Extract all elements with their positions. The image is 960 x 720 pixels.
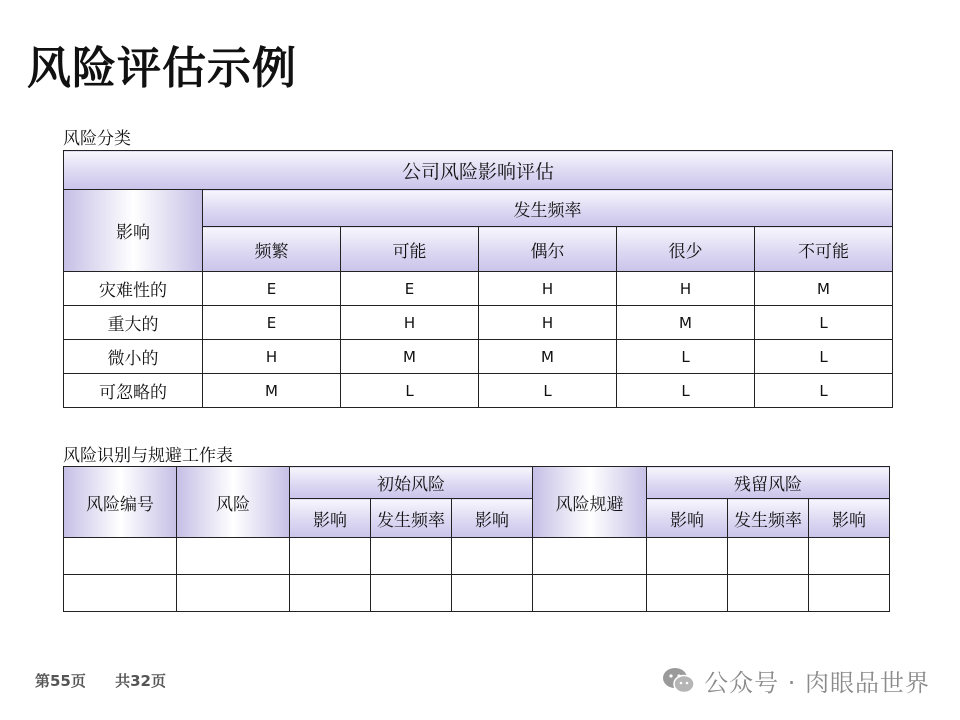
table-row [64,575,890,612]
empty-cell [64,538,177,575]
risk-id-header: 风险编号 [64,467,177,538]
risk-worksheet-table [63,466,890,612]
empty-cell [647,538,728,575]
risk-section-label: 风险识别与规避工作表 [63,446,233,466]
frequency-header: 发生频率 [203,190,893,227]
risk-header: 风险 [177,467,290,538]
rating-cell: M [203,374,341,408]
empty-cell [728,538,809,575]
rating-cell: L [479,374,617,408]
rating-cell: L [755,340,893,374]
empty-cell [290,575,371,612]
empty-cell [177,575,290,612]
rating-cell: H [341,306,479,340]
wechat-icon [662,667,696,695]
empty-cell [452,538,533,575]
empty-cell [809,575,890,612]
page-footer [35,670,190,691]
empty-cell [533,538,647,575]
rating-cell: E [203,306,341,340]
watermark [662,663,930,698]
table-row [64,306,893,340]
residual-impact-header: 影响 [647,499,728,538]
impact-level-cell: 可忽略的 [64,374,203,408]
rating-cell: L [755,374,893,408]
empty-cell [728,575,809,612]
initial-impact2-header: 影响 [452,499,533,538]
rating-cell: L [755,306,893,340]
page-number: 第55页 [35,672,86,690]
frequency-col-header: 偶尔 [479,227,617,272]
empty-cell [64,575,177,612]
page-total: 共32页 [115,672,166,690]
avoidance-header: 风险规避 [533,467,647,538]
rating-cell: L [617,340,755,374]
rating-cell: L [341,374,479,408]
residual-impact2-header: 影响 [809,499,890,538]
initial-impact-header: 影响 [290,499,371,538]
empty-cell [452,575,533,612]
table-row [64,374,893,408]
watermark-text: 公众号 · 肉眼品世界 [704,669,930,697]
impact-level-cell: 重大的 [64,306,203,340]
frequency-col-header: 很少 [617,227,755,272]
empty-cell [371,538,452,575]
page-title: 风险评估示例 [27,43,297,94]
initial-risk-header: 初始风险 [290,467,533,499]
frequency-col-header: 可能 [341,227,479,272]
empty-cell [177,538,290,575]
impact-table-title: 公司风险影响评估 [64,151,893,190]
frequency-col-header: 频繁 [203,227,341,272]
frequency-col-header: 不可能 [755,227,893,272]
rating-cell: L [617,374,755,408]
impact-assessment-table [63,150,893,408]
rating-cell: H [617,272,755,306]
rating-cell: M [341,340,479,374]
rating-cell: H [479,272,617,306]
initial-frequency-header: 发生频率 [371,499,452,538]
empty-cell [371,575,452,612]
table-row [64,538,890,575]
residual-frequency-header: 发生频率 [728,499,809,538]
empty-cell [290,538,371,575]
rating-cell: M [755,272,893,306]
rating-cell: M [617,306,755,340]
empty-cell [809,538,890,575]
table-row [64,340,893,374]
impact-level-cell: 灾难性的 [64,272,203,306]
empty-cell [647,575,728,612]
table-row [64,272,893,306]
rating-cell: H [479,306,617,340]
residual-risk-header: 残留风险 [647,467,890,499]
rating-cell: H [203,340,341,374]
impact-section-label: 风险分类 [63,129,131,149]
empty-cell [533,575,647,612]
impact-level-cell: 微小的 [64,340,203,374]
impact-header: 影响 [64,190,203,272]
rating-cell: M [479,340,617,374]
rating-cell: E [203,272,341,306]
rating-cell: E [341,272,479,306]
